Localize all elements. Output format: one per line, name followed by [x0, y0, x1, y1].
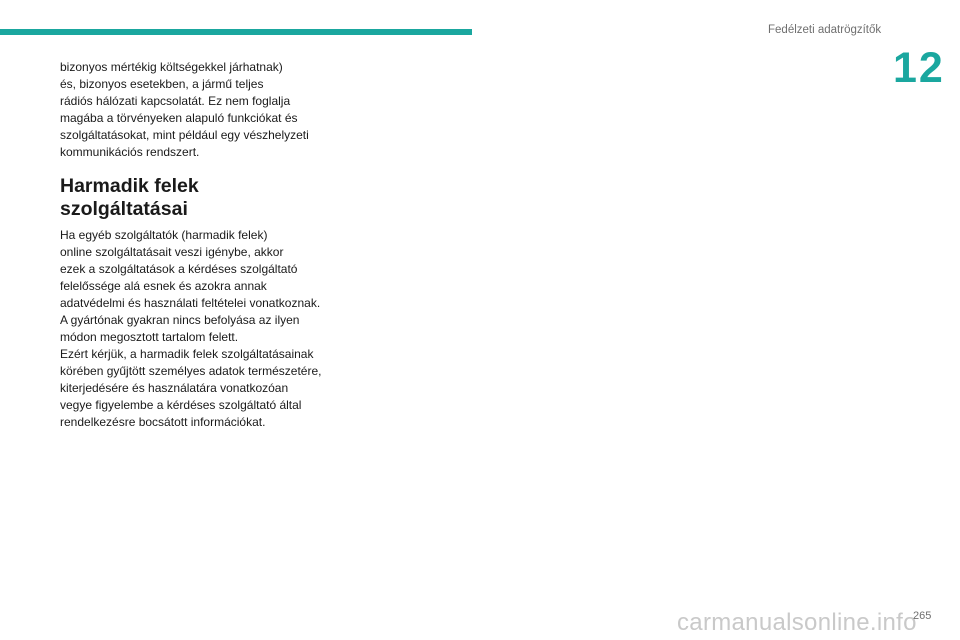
text-line: bizonyos mértékig költségekkel járhatnak) — [60, 60, 283, 74]
text-line: Ezért kérjük, a harmadik felek szolgáltatásainak — [60, 347, 314, 361]
header-accent-bar — [0, 29, 472, 35]
text-line: Ha egyéb szolgáltatók (harmadik felek) — [60, 228, 268, 242]
heading-line: szolgáltatásai — [60, 198, 188, 220]
text-line: körében gyűjtött személyes adatok természetére, — [60, 364, 322, 378]
page-number: 265 — [913, 610, 932, 622]
text-line: magába a törvényeken alapuló funkciókat és — [60, 111, 298, 125]
chapter-number: 12 — [893, 44, 945, 92]
section-heading — [60, 175, 335, 221]
text-line: adatvédelmi és használati feltételei vonatkoznak. — [60, 296, 321, 310]
third-party-paragraph — [60, 227, 335, 431]
text-line: ezek a szolgáltatások a kérdéses szolgáltató — [60, 262, 298, 276]
text-line: A gyártónak gyakran nincs befolyása az ilyen — [60, 313, 300, 327]
text-line: rendelkezésre bocsátott információkat. — [60, 415, 266, 429]
heading-line: Harmadik felek — [60, 175, 199, 197]
text-line: vegye figyelembe a kérdéses szolgáltató által — [60, 398, 302, 412]
intro-paragraph — [60, 59, 335, 161]
text-line: felelőssége alá esnek és azokra annak — [60, 279, 267, 293]
text-line: rádiós hálózati kapcsolatát. Ez nem foglalja — [60, 94, 291, 108]
text-line: szolgáltatásokat, mint például egy vészhelyzeti — [60, 128, 309, 142]
text-line: kiterjedésére és használatára vonatkozóan — [60, 381, 289, 395]
text-line: kommunikációs rendszert. — [60, 145, 200, 159]
text-line: módon megosztott tartalom felett. — [60, 330, 239, 344]
text-line: online szolgáltatásait veszi igénybe, akkor — [60, 245, 284, 259]
text-line: és, bizonyos esetekben, a jármű teljes — [60, 77, 264, 91]
section-title: Fedélzeti adatrögzítők — [768, 24, 882, 36]
main-content — [60, 59, 335, 431]
watermark: carmanualsonline.info — [677, 609, 917, 636]
